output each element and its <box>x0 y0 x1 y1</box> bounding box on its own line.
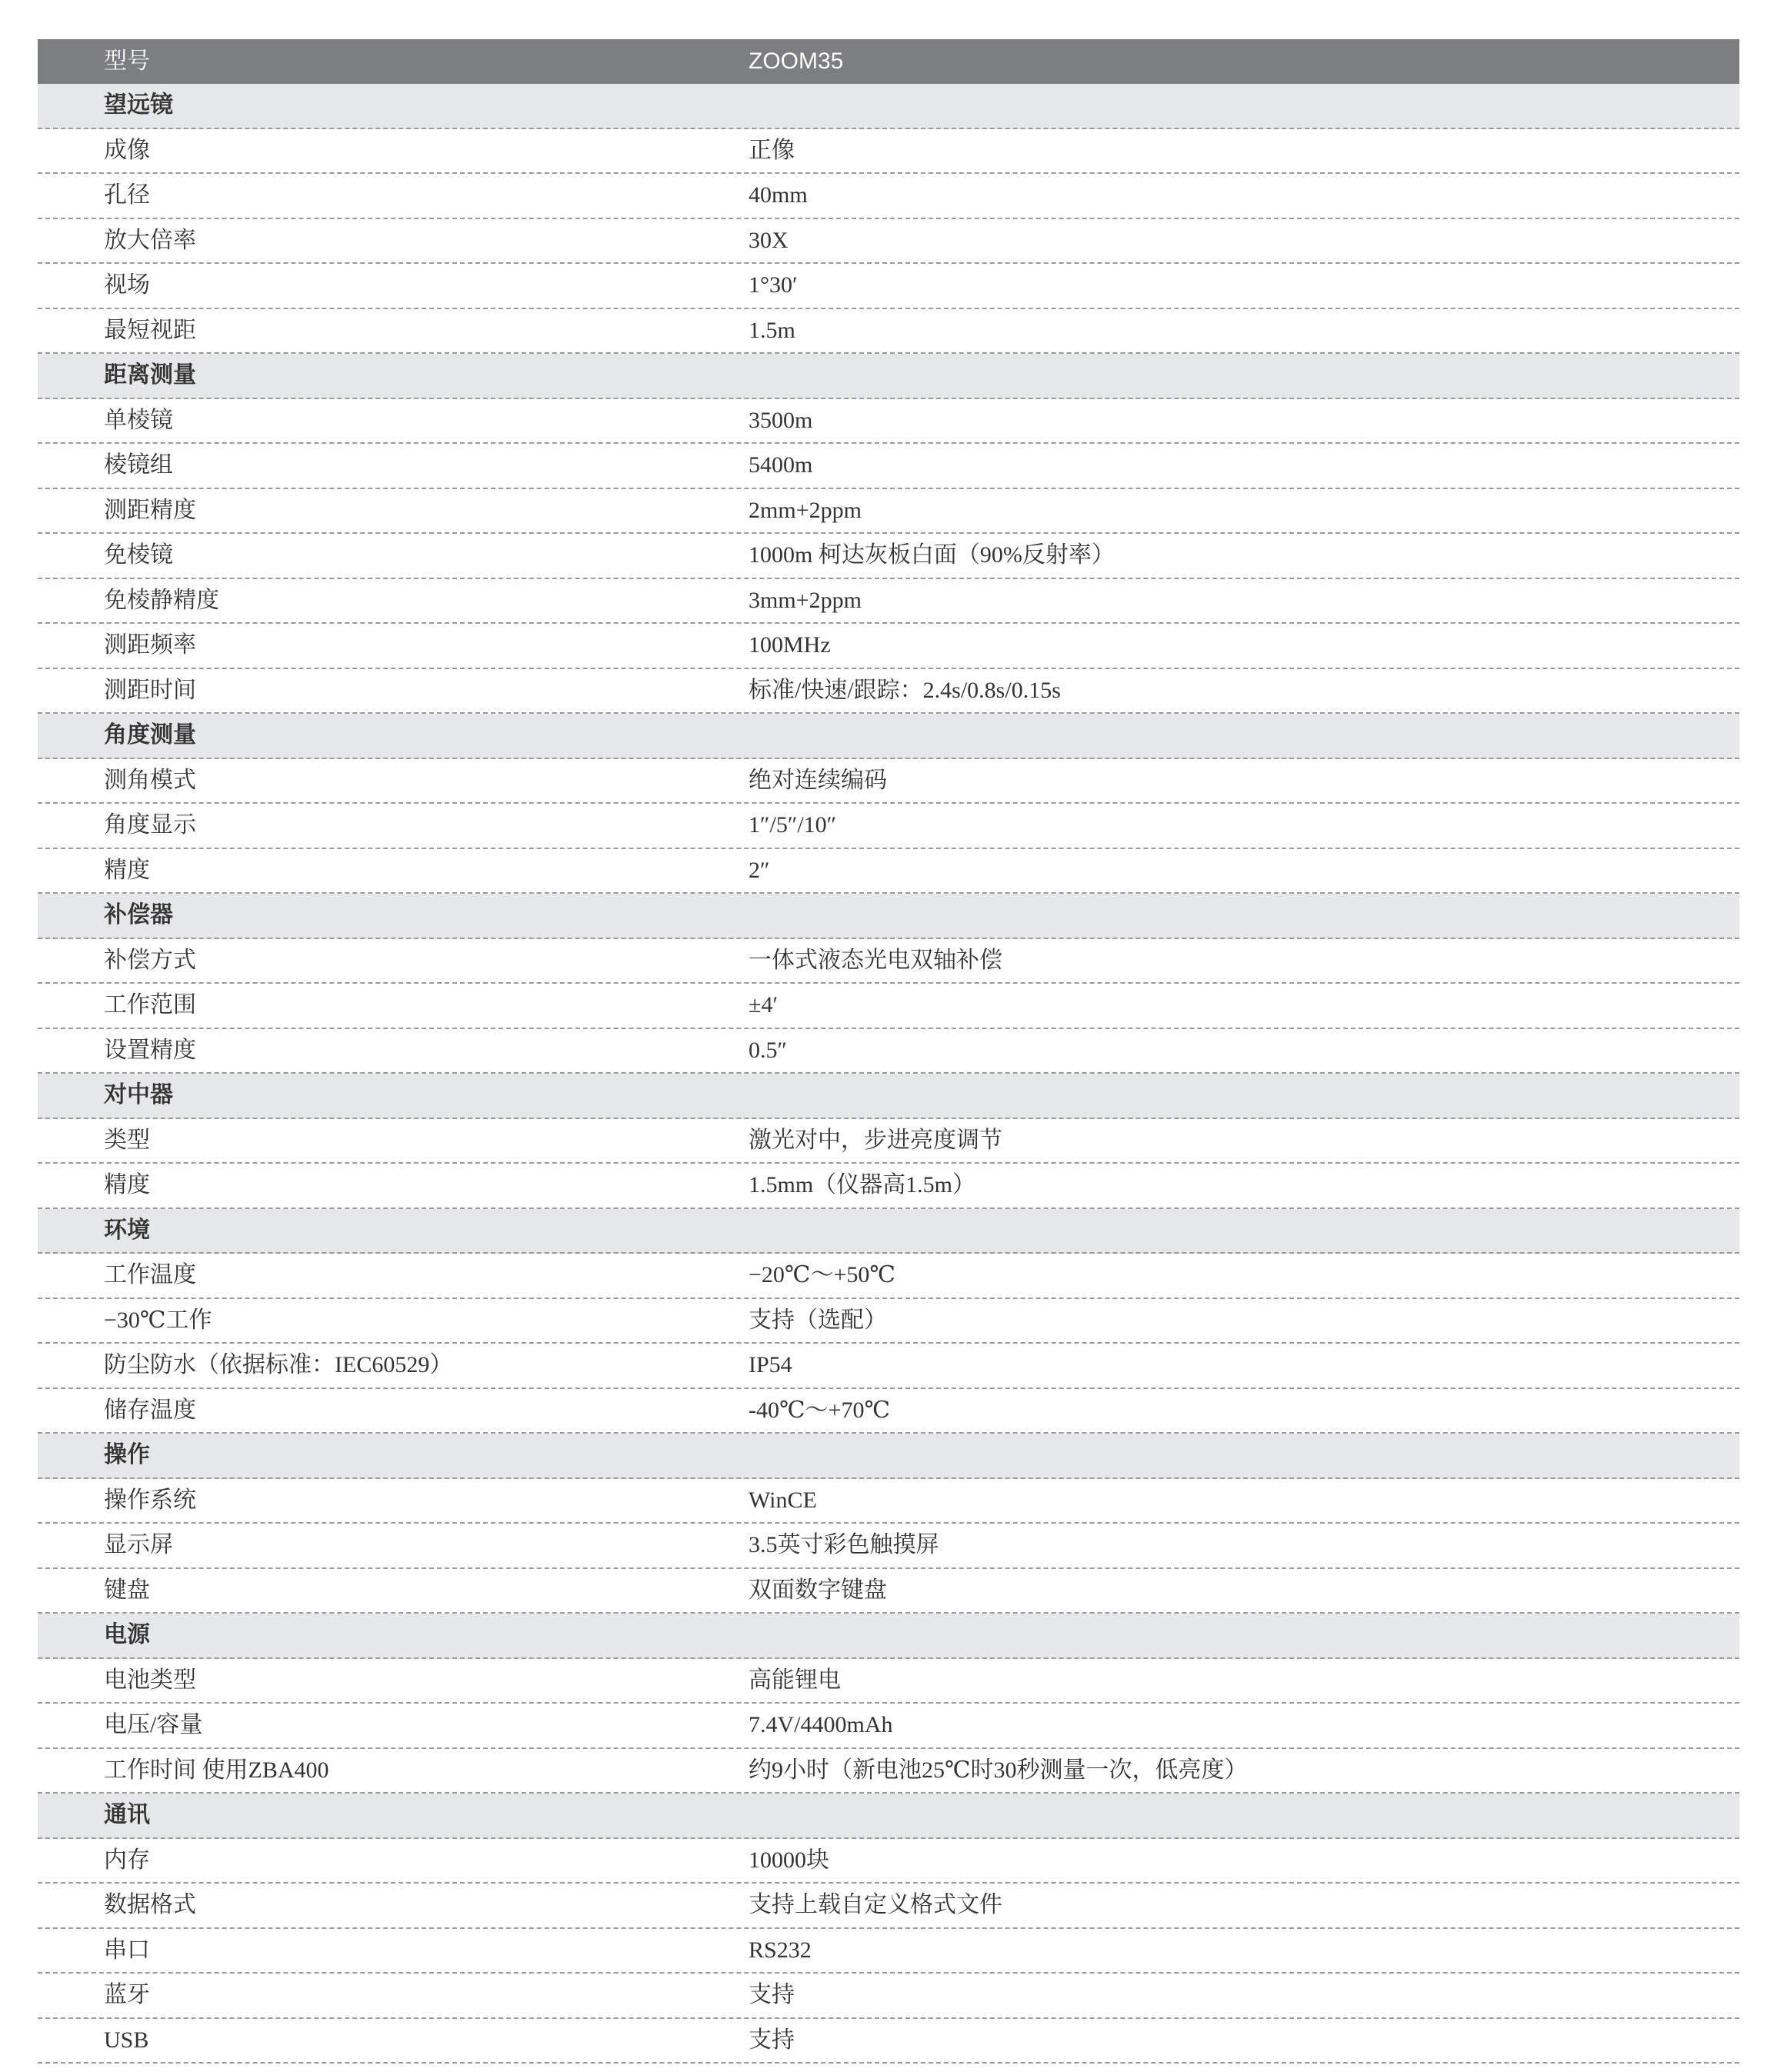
table-header <box>38 39 1739 84</box>
spec-value: WinCE <box>749 1487 817 1513</box>
table-row <box>38 444 1739 489</box>
table-row <box>38 489 1739 535</box>
spec-label: 免棱镜 <box>104 542 173 568</box>
spec-label: 电池类型 <box>104 1667 196 1693</box>
table-row <box>38 1389 1739 1434</box>
table-row <box>38 624 1739 669</box>
section-title: 环境 <box>104 1217 150 1243</box>
table-row <box>38 1479 1739 1524</box>
table-row <box>38 534 1739 579</box>
section-title: 距离测量 <box>104 362 196 388</box>
spec-label: 单棱镜 <box>104 407 173 433</box>
spec-label: 孔径 <box>104 182 150 208</box>
spec-label: USB <box>104 2027 149 2053</box>
section-title: 电源 <box>104 1622 150 1647</box>
section-row <box>38 714 1739 759</box>
spec-rows <box>38 84 1739 2064</box>
spec-value: 支持（选配） <box>749 1307 887 1333</box>
spec-label: 精度 <box>104 857 150 883</box>
spec-label: 键盘 <box>104 1577 150 1603</box>
spec-value: −20℃～+50℃ <box>749 1262 895 1288</box>
spec-value: 10000块 <box>749 1847 829 1873</box>
spec-value: -40℃～+70℃ <box>749 1397 891 1423</box>
spec-value: 100MHz <box>749 632 831 658</box>
spec-label: 测距精度 <box>104 497 196 523</box>
table-row <box>38 759 1739 804</box>
spec-label: 成像 <box>104 137 150 163</box>
spec-label: 最短视距 <box>104 317 196 343</box>
table-row <box>38 939 1739 984</box>
spec-label: 操作系统 <box>104 1487 196 1513</box>
spec-value: 40mm <box>749 182 808 208</box>
spec-label: 放大倍率 <box>104 227 196 253</box>
spec-value: 标准/快速/跟踪：2.4s/0.8s/0.15s <box>749 677 1061 703</box>
header-label: 型号 <box>104 48 150 74</box>
spec-label: 精度 <box>104 1172 150 1198</box>
spec-label: 数据格式 <box>104 1892 196 1917</box>
spec-table <box>38 39 1739 2064</box>
section-row <box>38 1074 1739 1119</box>
spec-value: 1.5m <box>749 317 795 343</box>
spec-label: 设置精度 <box>104 1037 196 1063</box>
spec-label: 角度显示 <box>104 812 196 838</box>
section-row <box>38 354 1739 399</box>
table-row <box>38 264 1739 309</box>
section-title: 角度测量 <box>104 722 196 748</box>
header-value: ZOOM35 <box>749 48 844 74</box>
table-row <box>38 1029 1739 1074</box>
table-row <box>38 984 1739 1029</box>
spec-label: 防尘防水（依据标准：IEC60529） <box>104 1352 453 1377</box>
spec-value: 2mm+2ppm <box>749 497 862 523</box>
spec-label: 视场 <box>104 272 150 298</box>
spec-label: 工作时间 使用ZBA400 <box>104 1757 329 1783</box>
spec-value: RS232 <box>749 1937 812 1963</box>
spec-value: 1.5mm（仪器高1.5m） <box>749 1172 976 1198</box>
spec-value: 3500m <box>749 407 813 433</box>
spec-value: 1″/5″/10″ <box>749 812 837 838</box>
table-row <box>38 804 1739 849</box>
spec-value: 正像 <box>749 137 795 163</box>
spec-value: 5400m <box>749 452 813 478</box>
section-row <box>38 84 1739 129</box>
spec-label: 蓝牙 <box>104 1982 150 2007</box>
spec-value: 支持 <box>749 1982 795 2007</box>
spec-value: 2″ <box>749 857 770 883</box>
spec-label: 测距时间 <box>104 677 196 703</box>
spec-label: 储存温度 <box>104 1397 196 1423</box>
spec-label: 内存 <box>104 1847 150 1873</box>
table-row <box>38 1344 1739 1389</box>
table-row <box>38 1659 1739 1704</box>
section-row <box>38 1794 1739 1839</box>
table-row <box>38 1524 1739 1569</box>
table-row <box>38 1164 1739 1209</box>
section-row <box>38 1209 1739 1254</box>
spec-label: 补偿方式 <box>104 947 196 973</box>
spec-label: 测角模式 <box>104 767 196 793</box>
spec-value: 绝对连续编码 <box>749 767 887 793</box>
table-row <box>38 1569 1739 1614</box>
table-row <box>38 1839 1739 1884</box>
spec-value: 3.5英寸彩色触摸屏 <box>749 1532 939 1557</box>
spec-value: 双面数字键盘 <box>749 1577 887 1603</box>
section-title: 对中器 <box>104 1082 173 1108</box>
table-row <box>38 579 1739 625</box>
table-row <box>38 1119 1739 1164</box>
section-row <box>38 1614 1739 1659</box>
spec-value: IP54 <box>749 1352 792 1377</box>
section-title: 补偿器 <box>104 902 173 928</box>
spec-value: 激光对中，步进亮度调节 <box>749 1127 1002 1153</box>
table-row <box>38 1974 1739 2019</box>
spec-value: 1000m 柯达灰板白面（90%反射率） <box>749 542 1115 568</box>
spec-label: 工作范围 <box>104 992 196 1018</box>
spec-value: 7.4V/4400mAh <box>749 1712 893 1737</box>
table-row <box>38 1749 1739 1794</box>
spec-value: 30X <box>749 227 789 253</box>
spec-label: 显示屏 <box>104 1532 173 1557</box>
spec-value: 0.5″ <box>749 1037 787 1063</box>
table-row <box>38 309 1739 355</box>
section-title: 通讯 <box>104 1802 150 1827</box>
spec-label: −30℃工作 <box>104 1307 212 1333</box>
section-row <box>38 1434 1739 1479</box>
table-row <box>38 129 1739 175</box>
table-row <box>38 219 1739 265</box>
section-row <box>38 894 1739 939</box>
spec-value: ±4′ <box>749 992 779 1018</box>
spec-label: 串口 <box>104 1937 150 1963</box>
section-title: 操作 <box>104 1442 150 1467</box>
section-title: 望远镜 <box>104 92 173 118</box>
spec-label: 棱镜组 <box>104 452 173 478</box>
spec-label: 测距频率 <box>104 632 196 658</box>
spec-value: 支持 <box>749 2027 795 2053</box>
spec-value: 3mm+2ppm <box>749 587 862 613</box>
spec-value: 1°30′ <box>749 272 798 298</box>
spec-label: 电压/容量 <box>104 1712 203 1737</box>
table-row <box>38 849 1739 894</box>
table-row <box>38 1254 1739 1299</box>
spec-label: 免棱静精度 <box>104 587 219 613</box>
spec-value: 一体式液态光电双轴补偿 <box>749 947 1002 973</box>
table-row <box>38 399 1739 445</box>
spec-label: 工作温度 <box>104 1262 196 1288</box>
spec-value: 高能锂电 <box>749 1667 841 1693</box>
table-row <box>38 1929 1739 1974</box>
table-row <box>38 2019 1739 2064</box>
spec-value: 支持上载自定义格式文件 <box>749 1892 1002 1917</box>
table-row <box>38 1299 1739 1344</box>
table-row <box>38 1884 1739 1929</box>
table-row <box>38 174 1739 219</box>
table-row <box>38 1704 1739 1749</box>
table-row <box>38 669 1739 715</box>
spec-value: 约9小时（新电池25℃时30秒测量一次，低亮度） <box>749 1757 1248 1783</box>
spec-label: 类型 <box>104 1127 150 1153</box>
